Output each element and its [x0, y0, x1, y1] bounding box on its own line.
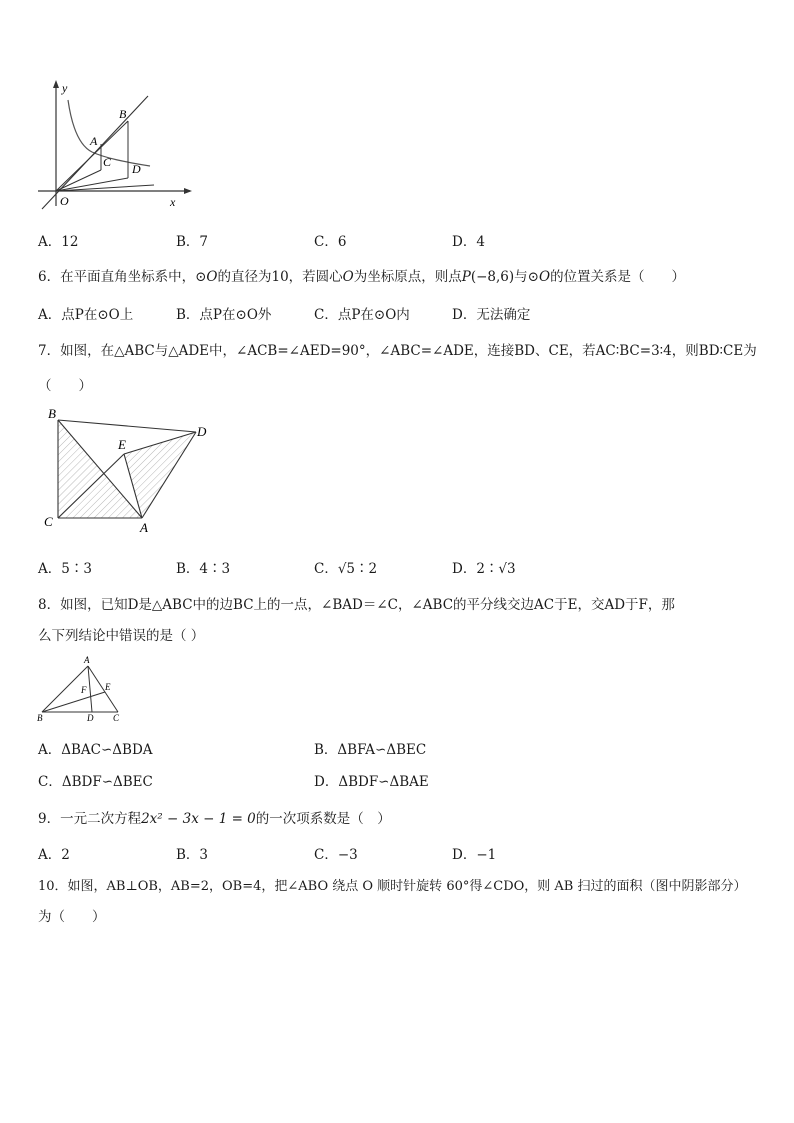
- q7-label-e: E: [118, 437, 126, 452]
- q7-label-c: C: [44, 514, 53, 529]
- q7-label-d: D: [197, 424, 207, 439]
- q5-label-b: B: [119, 107, 127, 121]
- q9-option-a: A．2: [38, 847, 70, 863]
- q7-label-a: A: [140, 520, 148, 535]
- q9-equation: 2x² − 3x − 1 = 0: [141, 811, 256, 827]
- q8-label-f: F: [81, 685, 87, 695]
- q9-stem: 9．一元二次方程2x² − 3x − 1 = 0的一次项系数是（ ）: [38, 811, 391, 827]
- q8-stem-line2: 么下列结论中错误的是（ ）: [38, 628, 205, 644]
- q7-stem-line1: 7．如图，在△ABC与△ADE中，∠ACB=∠AED=90°，∠ABC=∠ADE，连接BD、CE，若AC∶BC=3∶4，则BD∶CE为: [38, 343, 757, 359]
- q8-label-b: B: [37, 713, 43, 723]
- q8-option-d: D．ΔBDF∽ΔBAE: [314, 774, 429, 790]
- q5-label-y: y: [62, 81, 68, 95]
- q8-option-b: B．ΔBFA∽ΔBEC: [314, 742, 427, 758]
- q9-option-d: D．−1: [452, 847, 497, 863]
- q5-option-d: D．4: [452, 234, 485, 250]
- q6-option-a: A．点P在⊙O上: [38, 307, 134, 323]
- q5-option-b: B．7: [176, 234, 209, 250]
- q8-stem-line1: 8．如图，已知D是△ABC中的边BC上的一点，∠BAD＝∠C，∠ABC的平分线交边AC于E，交AD于F，那: [38, 597, 675, 613]
- q9-option-b: B．3: [176, 847, 209, 863]
- q8-figure: [34, 652, 130, 724]
- q5-figure: [30, 78, 200, 213]
- q5-label-x: x: [170, 195, 176, 209]
- q5-option-a: A．12: [38, 234, 79, 250]
- q8-option-a: A．ΔBAC∽ΔBDA: [38, 742, 153, 758]
- q7-stem-line2: （ ）: [38, 378, 92, 394]
- q7-option-d: D．2∶√3: [452, 561, 516, 577]
- q6-stem: 6．在平面直角坐标系中，⊙O的直径为10，若圆心O为坐标原点，则点P(−8,6)与⊙O的位置关系是（ ）: [38, 269, 686, 285]
- q6-option-b: B．点P在⊙O外: [176, 307, 272, 323]
- q5-option-c: C．6: [314, 234, 347, 250]
- q7-option-c: C．√5∶2: [314, 561, 378, 577]
- q5-label-c: C: [103, 155, 112, 169]
- q10-stem-line2: 为（ ）: [38, 909, 106, 925]
- q5-label-o: O: [60, 194, 69, 208]
- q5-label-a: A: [90, 134, 98, 148]
- q6-option-d: D．无法确定: [452, 307, 531, 323]
- q7-figure: [38, 404, 218, 536]
- q7-option-a: A．5∶3: [38, 561, 92, 577]
- q8-label-e: E: [105, 682, 111, 692]
- q5-label-d: D: [132, 162, 141, 176]
- q9-option-c: C．−3: [314, 847, 358, 863]
- q8-label-c: C: [113, 713, 120, 723]
- q6-option-c: C．点P在⊙O内: [314, 307, 410, 323]
- q8-option-c: C．ΔBDF∽ΔBEC: [38, 774, 153, 790]
- q10-stem-line1: 10．如图，AB⊥OB，AB=2，OB=4，把∠ABO 绕点 O 顺时针旋转 60°得∠CDO，则 AB 扫过的面积（图中阴影部分）: [38, 879, 747, 894]
- q8-label-d: D: [87, 713, 94, 723]
- q7-label-b: B: [48, 406, 56, 421]
- q7-option-b: B．4∶3: [176, 561, 231, 577]
- q8-label-a: A: [84, 655, 90, 665]
